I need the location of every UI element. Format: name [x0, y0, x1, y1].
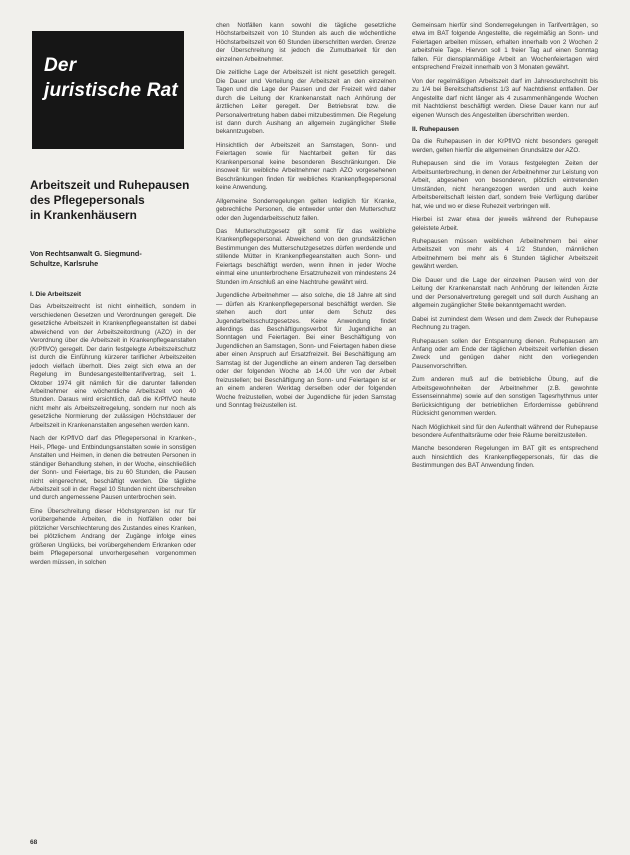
paragraph: Ruhepausen sollen der Entspannung dienen. Ruhepausen am Anfang oder am Ende der täglichen Arbeitszeit verfehlen diesen Zweck und genügen daher nicht den vorliegenden Pausenvorschriften. — [412, 337, 598, 370]
byline: Von Rechtsanwalt G. Siegmund- Schultze, Karlsruhe — [30, 249, 142, 268]
paragraph: Gemeinsam hierfür sind Sonderregelungen in Tarifverträgen, so etwa im BAT folgende Angestellte, die regelmäßig an Sonn- und Feiertagen arbeiten müssen, erhalten innerhalb von 2 Wochen 2 arbeitsfreie Tage. Hiervon soll 1 freier Tag auf einen Sonntag fallen. Für diensplanmäßige Arbeit an Wochenfeiertagen wird entsprechend Freizeit innerhalb von 3 Monaten gewährt. — [412, 22, 598, 72]
page-number: 68 — [30, 839, 38, 846]
paragraph: Dabei ist zumindest dem Wesen und dem Zweck der Ruhepause Rechnung zu tragen. — [412, 315, 598, 332]
section-title: Der juristische Rat — [44, 55, 178, 101]
paragraph: Da die Ruhepausen in der KrPflVO nicht besonders geregelt werden, gelten hierfür die allgemeinen Grundsätze der AZO. — [412, 138, 598, 154]
paragraph: Nach Möglichkeit sind für den Aufenthalt während der Ruhepause besondere Aufenthaltsräume oder freie Räume bereitzustellen. — [412, 423, 598, 440]
paragraph: Nach der KrPflVO darf das Pflegepersonal in Kranken-, Heil-, Pflege- und Entbindungsanstalten sowie in sonstigen Anstalten und Heimen, in denen die betreuten Personen in ständiger Behandlung stehen, in der Woche, einschließlich der Sonn- und Feiertage, bis zu 60 Stunden, die Pausen nicht eingerechnet, beschäftigt werden. Die tägliche Arbeitszeit soll in der Regel 10 Stunden nicht überschreiten und durch angemessene Pausen unterbrochen sein. — [30, 435, 196, 502]
paragraph: Jugendliche Arbeitnehmer — also solche, die 18 Jahre alt sind — dürfen als Krankenpflegepersonal beschäftigt werden. Sie stehen auch dort unter dem Schutz des Jugendarbeitsschutzgesetzes. Keine Anwendung findet allerdings das Beschäftigungsverbot für Jugendliche an Sonntagen und Feiertagen. Bei einer Beschäftigung von Jugendlichen an Samstagen, Sonn- und Feiertagen haben diese aber einen Anspruch auf Ersatzfreizeit. Bei Beschäftigung am Samstag ist der Jugendliche an einem anderen Tag derselben oder der folgenden Woche ab 14.00 Uhr von der Arbeit freizustellen; bei Beschäftigung an Sonn- und Feiertagen ist er an einem anderen Werktag derselben oder der folgenden Woche freizustellen, wobei der Jugendliche für jeden Samstag und Sonntag freizustellen ist. — [216, 292, 396, 410]
column-2-body — [216, 22, 396, 410]
paragraph: Ruhepausen müssen weiblichen Arbeitnehmern bei einer Arbeitszeit von mehr als 4 1/2 Stunden, männlichen Arbeitnehmern bei mehr als 6 Stunden täglicher Arbeitszeit gewährt werden. — [412, 237, 598, 271]
column-1 — [30, 178, 196, 828]
section-heading: I. Die Arbeitszeit — [30, 291, 82, 298]
article-title: Arbeitszeit und Ruhepausen des Pflegepersonals in Krankenhäusern — [30, 178, 190, 222]
paragraph: Hinsichtlich der Arbeitszeit an Samstagen, Sonn- und Feiertagen sowie für Nachtarbeit gelten für das Krankenpersonal keine besonderen Beschränkungen. Die insoweit für weibliche Arbeitnehmer nach AZO vorgesehenen Beschränkungen finden für weibliches Krankenpflegepersonal keine Anwendung. — [216, 141, 396, 192]
paragraph: Zum anderen muß auf die betriebliche Übung, auf die Arbeitsgewohnheiten der Arbeitnehmer (z.B. gewohnte Essenseinnahme) sowie auf den sonstigen Tagesrhythmus unter Berücksichtigung der betrieblichen Erfordernisse gebührend Rücksicht genommen werden. — [412, 376, 598, 418]
section-masthead — [32, 31, 184, 149]
paragraph: Allgemeine Sonderregelungen gelten lediglich für Kranke, gebrechliche Personen, die entweder unter den Mutterschutz oder den Jugendarbeitsschutz fallen. — [216, 197, 396, 222]
section-heading: II. Ruhepausen — [412, 125, 459, 133]
paragraph: Die zeitliche Lage der Arbeitszeit ist nicht gesetzlich geregelt. Die Dauer und Verteilung der Arbeitszeit an den einzelnen Tagen und die Lage der Pausen und der Freizeit wird daher durch die Leitung der Krankenanstalt nach Anhörung der ärztlichen Leiter geregelt. Der Betriebsrat bzw. die Personalvertretung haben dabei mitzubestimmen. Die Regelung ist dann durch Aushang an allgemein zugänglicher Stelle bekanntzugeben. — [216, 69, 396, 136]
paragraph: Manche besonderen Regelungen im BAT gilt es entsprechend auch hinsichtlich des Krankenpflegepersonals, für das die Bestimmungen des BAT Anwendung finden. — [412, 445, 598, 470]
paragraph: Die Dauer und die Lage der einzelnen Pausen wird von der Leitung der Krankenanstalt nach Anhörung der leitenden Ärzte und der Personalvertretung geregelt und soll durch Aushang an allgemein zugänglicher Stelle bekanntgemacht werden. — [412, 276, 598, 310]
paragraph: Eine Überschreitung dieser Höchstgrenzen ist nur für vorübergehende Arbeiten, die in Notfällen oder bei plötzlicher Verschlechterung des Zustandes eines Kranken, bei plötzlichem Andrang der Zugänge infolge eines größeren Unglücks, bei vorübergehendem Erkranken oder beim Pflegepersonal unvorhergesehen vorgenommen werden müssen, in solchen — [30, 507, 196, 566]
column-3-body — [412, 22, 598, 471]
paragraph: chen Notfällen kann sowohl die tägliche gesetzliche Höchstarbeitszeit von 10 Stunden als auch die wöchentliche Höchstarbeitszeit von 60 Stunden überschritten werden. Grenze der Überschreitung ist jedoch die Zumutbarkeit für den einzelnen Arbeitnehmer. — [216, 22, 396, 63]
paragraph: Das Mutterschutzgesetz gilt somit für das weibliche Krankenpflegepersonal. Abweichend von den grundsätzlichen Bestimmungen des Mutterschutzgesetzes dürfen werdende und stillende Mütter in Krankenpflegeanstalten auch Sonn- und Feiertags beschäftigt werden, wenn ihnen in jeder Woche einmal eine ununterbrochene Ersatzruhezeit von mindestens 24 Stunden im Anschluß an eine Nachtruhe gewährt wird. — [216, 227, 396, 286]
paragraph: Das Arbeitszeitrecht ist nicht einheitlich, sondern in verschiedenen Gesetzen und Verordnungen geregelt. Die gesetzliche Arbeitszeit in Krankenpflegeanstalten ist dabei abweichend von der Arbeitszeitordnung (AZO) in der Verordnung über die Arbeitszeit in Krankenpflegeanstalten (KrPflVO) geregelt. Der darin festgelegte Arbeitszeitschutz ist durch die Einführung kürzerer tariflicher Arbeitszeiten jedoch vielfach überholt. Dies zeigt sich etwa an der Regelung im Bundesangestelltentarifvertrag, seit 1. Oktober 1974 gilt nämlich für die darunter fallenden Arbeitnehmer eine wöchentliche Arbeitszeit von 40 Stunden. Daraus wird ersichtlich, daß die KrPflVO heute nicht mehr als Arbeitszeitregelung, sondern nur noch als gesetzliche Normierung der zulässigen Höchstdauer der Arbeitszeit in Krankenanstalten angesehen werden kann. — [30, 303, 196, 429]
column-2 — [216, 22, 396, 834]
column-3 — [412, 22, 598, 834]
column-1-body — [30, 291, 196, 567]
paragraph: Ruhepausen sind die im Voraus festgelegten Zeiten der Arbeitsunterbrechung, in denen der Arbeitnehmer zur Leistung von Arbeit, abgesehen von besonderen, plötzlich eintretenden Umständen, nicht herangezogen werden und auch keine Arbeitsbereitschaft leisten darf, sondern freie Verfügung darüber hat, wie und wo er diese Ruhezeit verbringen will. — [412, 160, 598, 210]
paragraph: Hierbei ist zwar etwa der jeweils während der Ruhepause geleistete Arbeit. — [412, 216, 598, 232]
paragraph: Von der regelmäßigen Arbeitszeit darf im Jahresdurchschnitt bis zu 1/4 bei Bereitschaftsdienst 1/3 auf Nachtdienst entfallen. Der Angestellte darf nicht länger als 4 zusammenhängende Wochen mit Nachtdienst beschäftigt werden. Diese Dauer kann nur auf eigenen Wunsch des Angestellten überschritten werden. — [412, 77, 598, 119]
